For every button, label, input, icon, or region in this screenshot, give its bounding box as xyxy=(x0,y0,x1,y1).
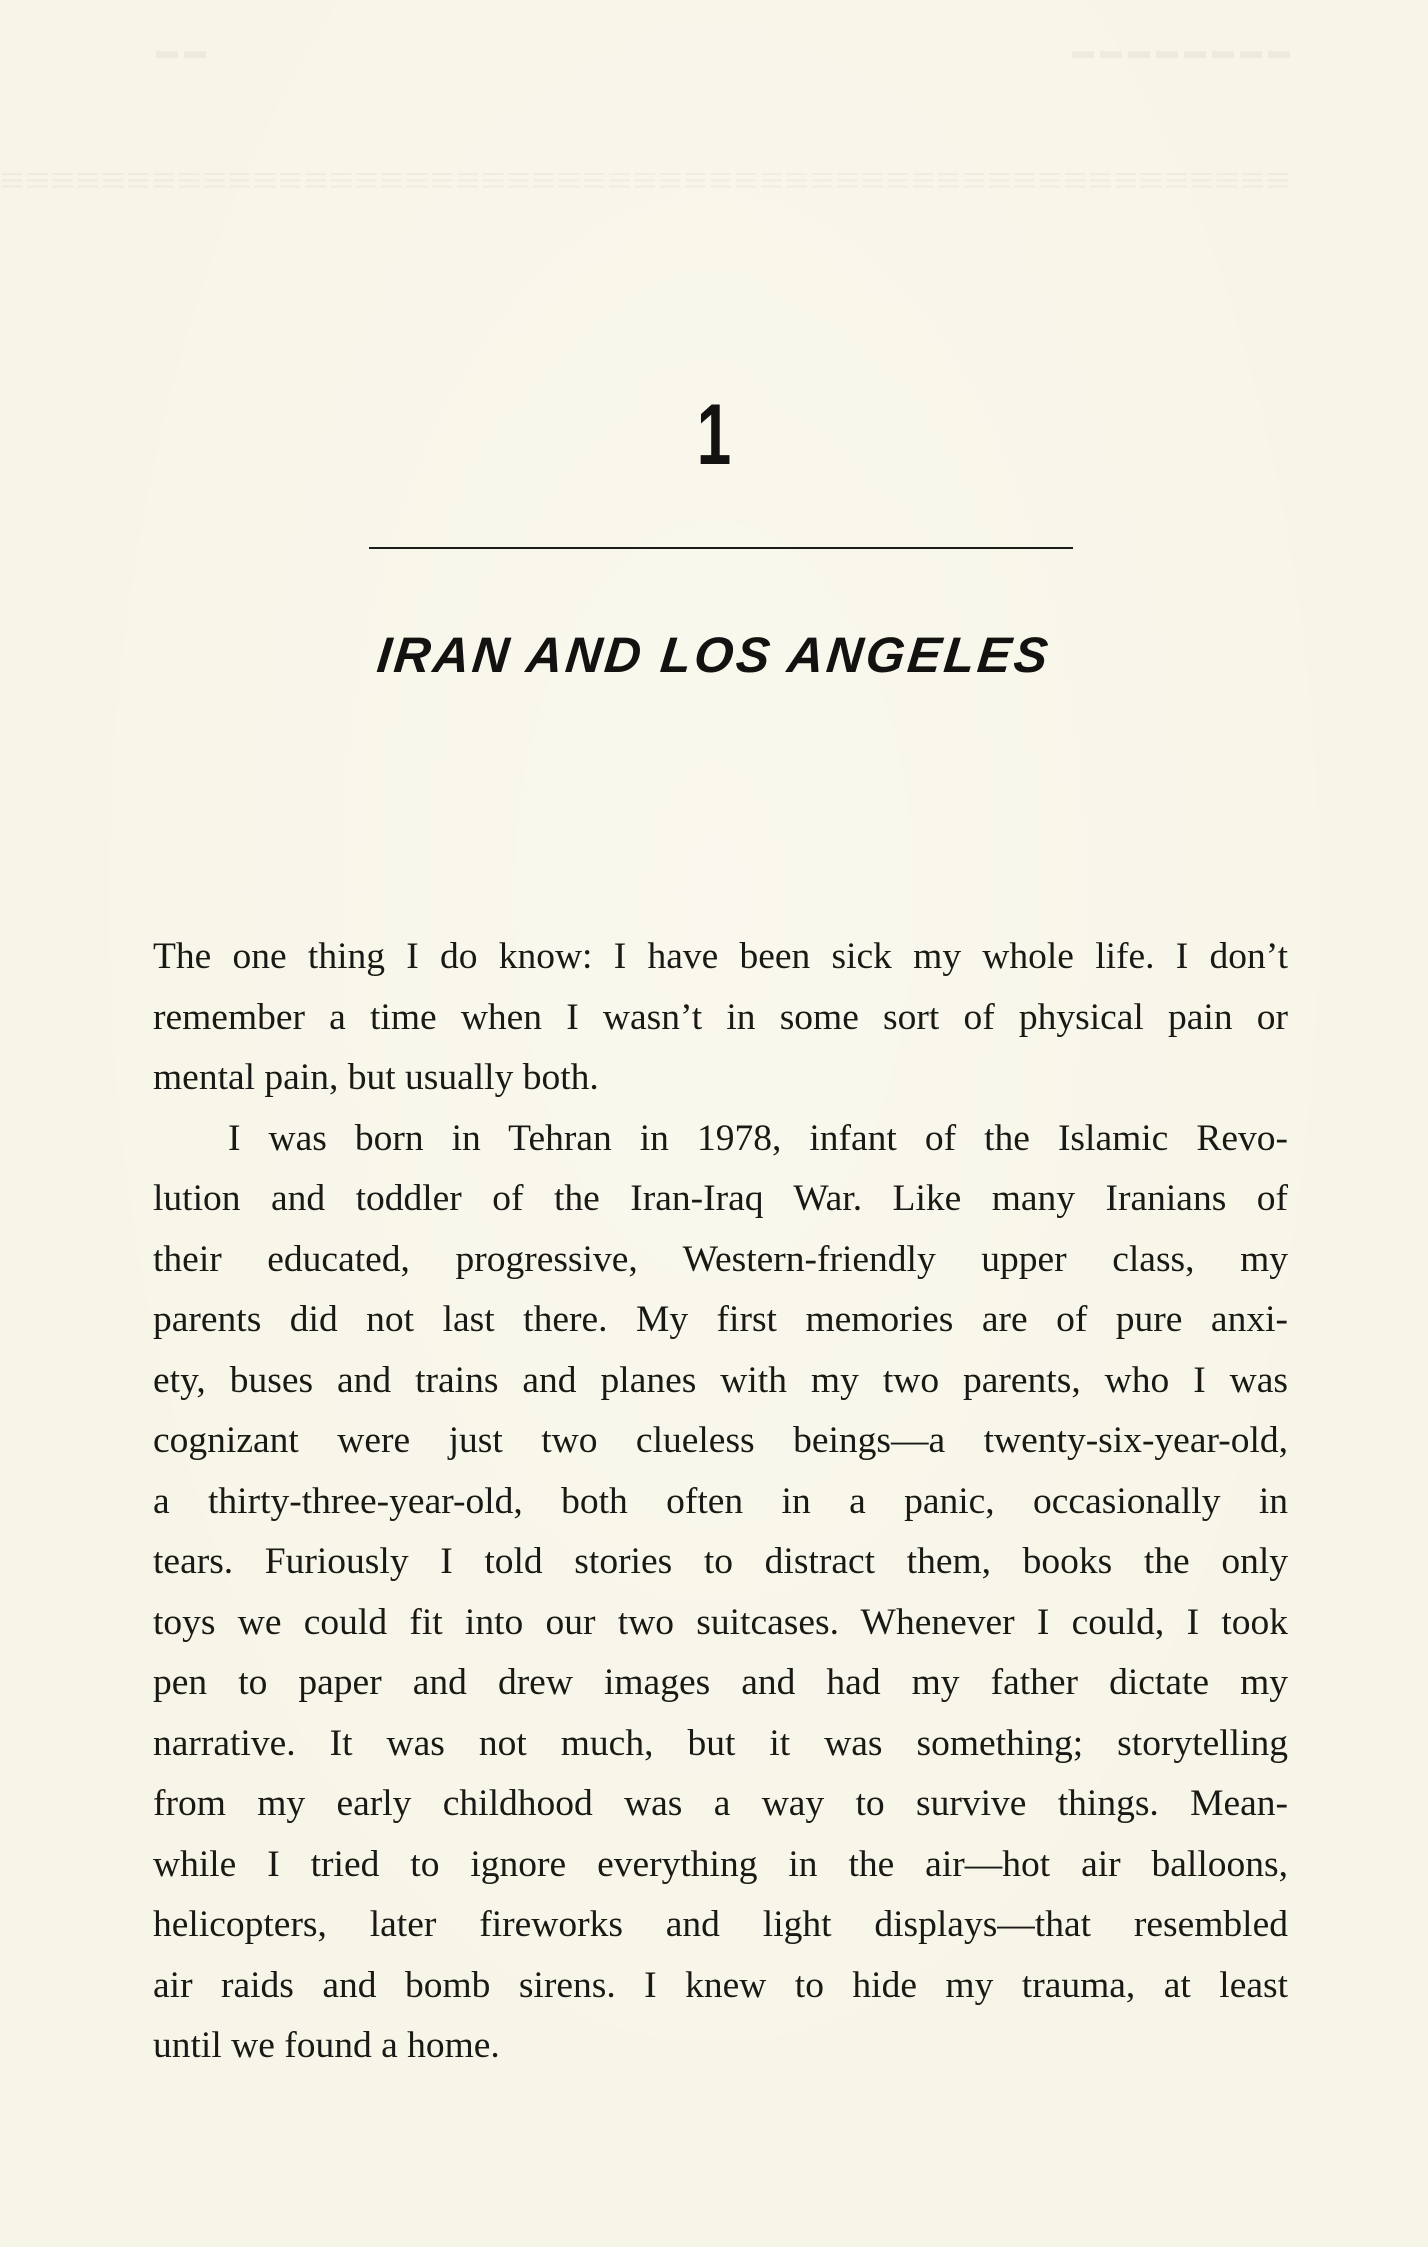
chapter-title: IRAN AND LOS ANGELES xyxy=(374,627,1054,683)
text-line: pen to paper and drew images and had my father dictate my xyxy=(153,1662,1288,1703)
text-line: ety, buses and trains and planes with my two parents, who I was xyxy=(153,1359,1288,1401)
text-line: a thirty-three-year-old, both often in a panic, occasionally in xyxy=(153,1480,1288,1522)
text-line: until we found a home. xyxy=(153,2025,500,2066)
text-line: The one thing I do know: I have been sick my whole life. I don’t xyxy=(153,936,1288,977)
text-line: from my early childhood was a way to survive things. Mean- xyxy=(153,1783,1288,1824)
text-line: toys we could fit into our two suitcases. Whenever I could, I took xyxy=(153,1601,1288,1643)
paragraph-1 xyxy=(153,927,1288,1109)
paragraph-2 xyxy=(153,1109,1288,2077)
bleed-through-header: ▬▬▬▬▬▬▬▬ ▬▬ xyxy=(150,38,1290,63)
text-line: helicopters, later fireworks and light displays—that resembled xyxy=(153,1904,1288,1945)
text-line: lution and toddler of the Iran-Iraq War. Like many Iranians of xyxy=(153,1178,1288,1219)
text-line: tears. Furiously I told stories to distract them, books the only xyxy=(153,1541,1288,1582)
text-line: parents did not last there. My first memories are of pure anxi- xyxy=(153,1299,1288,1340)
text-line: mental pain, but usually both. xyxy=(153,1057,599,1098)
text-line: while I tried to ignore everything in the air—hot air balloons, xyxy=(153,1843,1288,1885)
text-line: cognizant were just two clueless beings—a twenty-six-year-old, xyxy=(153,1420,1288,1461)
text-line: air raids and bomb sirens. I knew to hide my trauma, at least xyxy=(153,1964,1288,2006)
text-line: their educated, progressive, Western-friendly upper class, my xyxy=(153,1238,1288,1280)
bleed-through-texture xyxy=(150,150,1290,211)
text-line: narrative. It was not much, but it was something; storytelling xyxy=(153,1722,1288,1764)
chapter-body-text xyxy=(153,927,1288,2077)
text-line: remember a time when I wasn’t in some sort of physical pain or xyxy=(153,996,1288,1038)
text-line: I was born in Tehran in 1978, infant of the Islamic Revo- xyxy=(228,1117,1288,1159)
chapter-divider-rule xyxy=(369,547,1073,549)
chapter-number: 1 xyxy=(696,387,732,483)
